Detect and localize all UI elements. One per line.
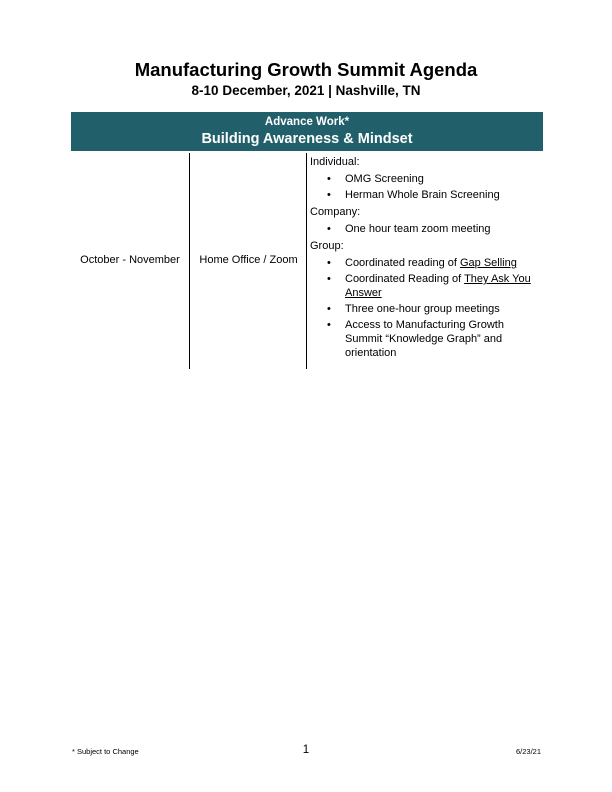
- bullet-icon: •: [327, 173, 331, 185]
- event-date-location: 8-10 December, 2021 | Nashville, TN: [191, 83, 421, 98]
- list-item: [310, 256, 543, 270]
- list-item-text: Coordinated reading of: [345, 257, 460, 269]
- page-title: Manufacturing Growth Summit Agenda: [134, 59, 478, 80]
- group-label-company: Company:: [310, 206, 361, 218]
- list-item: [310, 302, 543, 316]
- location-cell: Home Office / Zoom: [199, 254, 298, 266]
- bullet-list-individual: [310, 172, 543, 202]
- bullet-icon: •: [327, 319, 331, 331]
- list-item: [310, 222, 543, 236]
- banner-subheading: Building Awareness & Mindset: [201, 131, 413, 147]
- bullet-list-group: [310, 256, 543, 360]
- timing-cell: October - November: [80, 254, 180, 266]
- footer-note: * Subject to Change: [72, 747, 139, 756]
- column-divider-1: [189, 153, 190, 369]
- list-item-text: One hour team zoom meeting: [345, 223, 491, 235]
- bullet-icon: •: [327, 223, 331, 235]
- page-number: 1: [302, 744, 310, 756]
- list-item-text: Access to Manufacturing Growth Summit “Knowledge Graph” and orientation: [345, 319, 504, 359]
- banner-heading: Advance Work*: [264, 116, 350, 128]
- bullet-list-company: [310, 222, 543, 236]
- list-item-text: Coordinated Reading of: [345, 273, 465, 285]
- group-label-individual: Individual:: [310, 156, 360, 168]
- bullet-icon: •: [327, 273, 331, 285]
- book-link-they-ask-you-answer[interactable]: They Ask You Answer: [345, 273, 531, 299]
- section-banner: [71, 112, 543, 151]
- list-item-text: Herman Whole Brain Screening: [345, 189, 500, 201]
- list-item-text: OMG Screening: [345, 173, 424, 185]
- book-link-gap-selling[interactable]: Gap Selling: [459, 257, 517, 269]
- list-item: [310, 318, 543, 360]
- list-item: [310, 272, 543, 300]
- bullet-icon: •: [327, 257, 331, 269]
- list-item: [310, 172, 543, 186]
- footer-date: 6/23/21: [515, 747, 541, 756]
- details-cell: [310, 155, 543, 363]
- list-item: [310, 188, 543, 202]
- group-label-group: Group:: [310, 240, 344, 252]
- column-divider-2: [306, 153, 307, 369]
- bullet-icon: •: [327, 189, 331, 201]
- list-item-text: Three one-hour group meetings: [345, 303, 500, 315]
- bullet-icon: •: [327, 303, 331, 315]
